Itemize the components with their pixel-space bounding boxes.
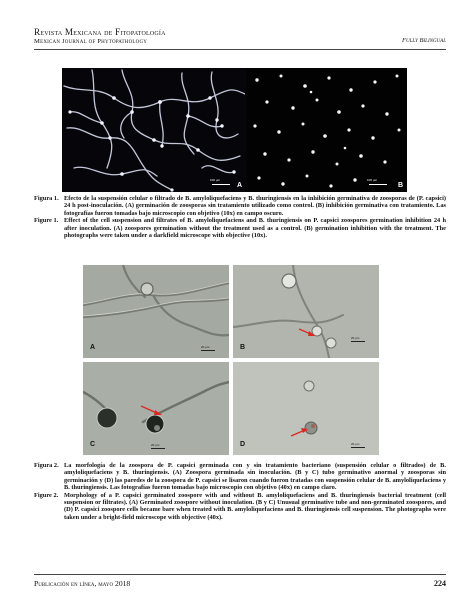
figure-1-panel-b	[247, 68, 407, 192]
journal-header	[34, 27, 446, 45]
abnormal-germ-tube-micrograph	[233, 265, 379, 358]
scale-bar	[369, 184, 387, 185]
inhibited-zoospores-darkfield	[247, 68, 407, 192]
figure-1-caption-en	[34, 217, 446, 239]
scale-label: 100 μm	[210, 178, 221, 182]
publication-date: Publicación en línea, mayo 2018	[34, 579, 131, 588]
figure-1-caption	[34, 195, 446, 239]
page-number: 224	[434, 579, 446, 588]
scale-label: 20 μm	[351, 336, 360, 340]
scale-label: 20 μm	[201, 345, 210, 349]
figure-2-panel-d	[233, 362, 379, 455]
non-germinated-zoospores-micrograph	[83, 362, 229, 455]
panel-label: B	[398, 182, 404, 189]
figure-2-caption-es	[34, 462, 446, 492]
panel-label: A	[90, 344, 96, 351]
panel-label: B	[240, 344, 246, 351]
scale-bar	[212, 184, 230, 185]
footer-rule	[34, 574, 446, 575]
caption-label: Figura 1.	[34, 195, 59, 202]
figure-1-caption-es	[34, 195, 446, 217]
scale-label: 20 μm	[351, 442, 360, 446]
header-rule	[34, 49, 446, 50]
figure-2-panel-a	[83, 265, 229, 358]
page-footer	[34, 579, 446, 588]
journal-title-es: Revista Mexicana de Fitopatología	[34, 27, 166, 37]
caption-text: Efecto de la suspensión celular o filtrado de B. amyloliquefaciens y B. thuringiensis en la inhibición germinativa de zoosporas de (P. capsici) 24 h post-inoculación. (A) germinación de zoosporas sin tratamiento utilizado como control. (B) inhibición germinativa con tratamiento. Las fotografías fueron tomadas bajo microscopio con objetivo (10x) en campo oscuro.	[64, 195, 446, 217]
figure-2-panel-b	[233, 265, 379, 358]
figure-1-panel-a	[62, 68, 245, 192]
germinated-zoospores-darkfield	[62, 68, 245, 192]
figure-1	[62, 68, 407, 192]
scale-bar	[151, 448, 165, 449]
panel-label: A	[237, 182, 243, 189]
scale-bar	[351, 447, 365, 448]
caption-label: Figura 2.	[34, 462, 59, 469]
figure-2-panel-c	[83, 362, 229, 455]
caption-label: Figure 2.	[34, 491, 59, 499]
figure-2	[83, 265, 379, 455]
panel-label: D	[240, 441, 246, 448]
caption-text: Effect of the cell suspension and filtrates of B. amyloliquefaciens and B. thuringiensis on P. capsici zoospores germination inhibition 24 h after inoculation. (A) zoospores germination without the treatment used as a control. (B) germination inhibition with the treatment. The photographs were taken under a darkfield microscope with objective (10x).	[64, 217, 446, 240]
figure-2-caption-en	[34, 492, 446, 522]
caption-text: Morphology of a P. capsici germinated zoospore with and without B. amyloliquefaciens and B. thuringiensis bacterial treatment (cell suspension or filtrates). (A) Germinated zoospore without inoculation. (B y C) Unusual germinative tube and non-germinated zoospores, and (D) P. capsici zoospore cells became bare when treated with B. amyloliquefaciens and B. thuringiensis cell suspension. The photographs were taken under a bright-field microscope with objective (40x).	[64, 491, 446, 521]
scale-bar	[201, 350, 215, 351]
figure-2-caption	[34, 462, 446, 521]
panel-label: C	[90, 441, 96, 448]
caption-label: Figure 1.	[34, 217, 59, 225]
caption-text: La morfología de la zoospora de P. capsici germinada con y sin tratamiento bacteriano (suspensión celular o filtrados) de B. amyloliquefaciens y B. thuringiensis. (A) Zoospora germinada sin inoculación. (B y C) tubo germinativo anormal y zoosporas sin germinación y (D) las paredes de la zoospora de P. capsici se lisaron cuando fueron tratadas con suspensión celular de B. amyloliquefaciens y B. thuringiensis. Las fotografías fueron tomadas bajo microscopio con objetivo (40x) en campo claro.	[64, 462, 446, 492]
scale-label: 100 μm	[367, 178, 378, 182]
scale-bar	[351, 341, 365, 342]
journal-title-en: Mexican Journal of Phytopathology	[34, 38, 148, 45]
bilingual-badge: Fully Bilingual	[401, 37, 446, 44]
scale-label: 20 μm	[151, 443, 160, 447]
